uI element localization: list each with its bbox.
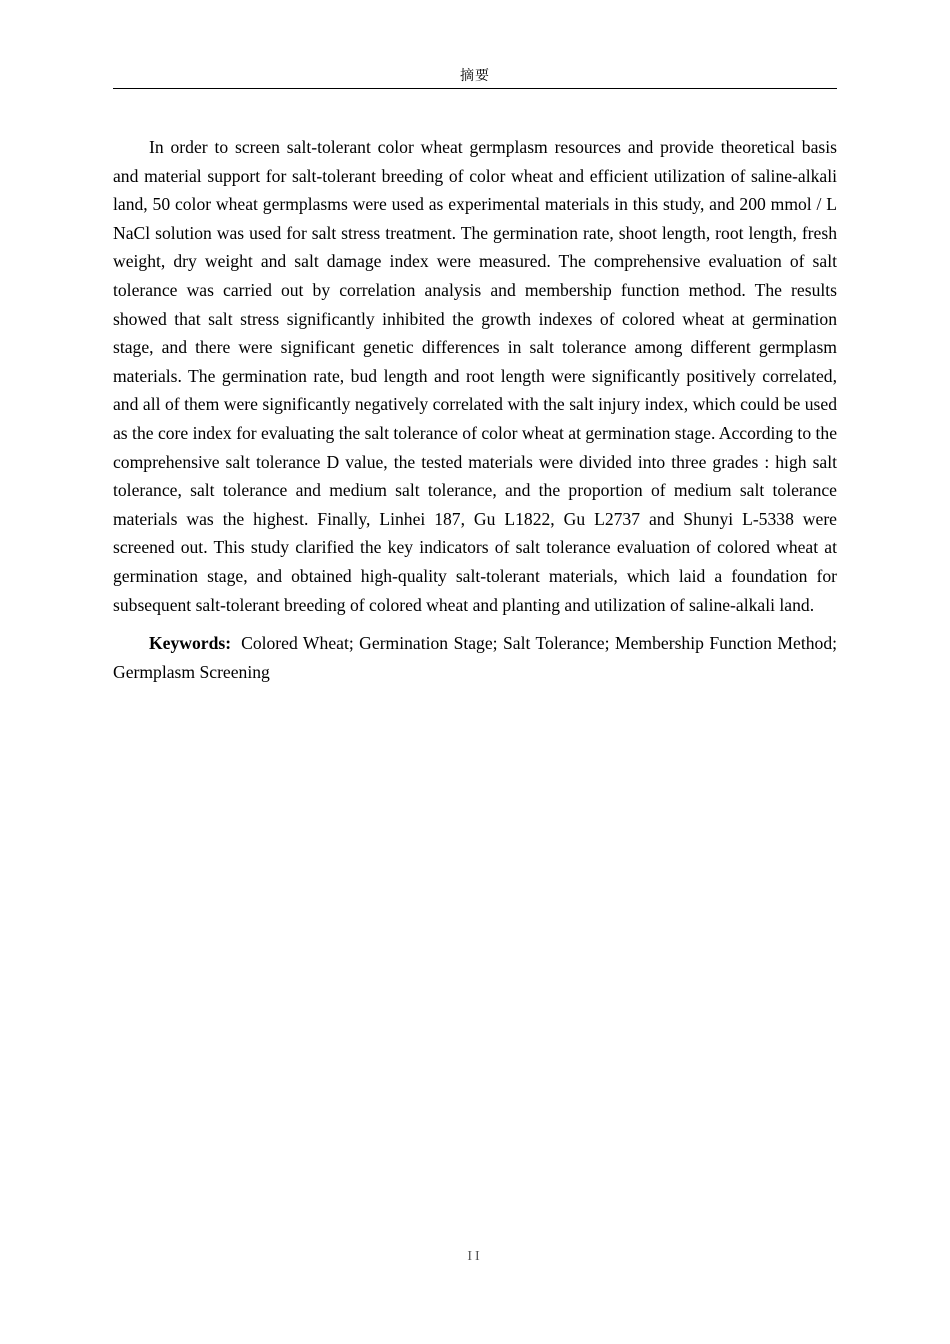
abstract-paragraph: In order to screen salt-tolerant color wheat germplasm resources and provide theoretical basis and material support for salt-tolerant breeding of color wheat and efficient utilization of saline-alkali land, 50 color wheat germplasms were used as experimental materials in this study, and 200 mmol / L NaCl solution was used for salt stress treatment. The germination rate, shoot length, root length, fresh weight, dry weight and salt damage index were measured. The comprehensive evaluation of salt tolerance was carried out by correlation analysis and membership function method. The results showed that salt stress significantly inhibited the growth indexes of colored wheat at germination stage, and there were significant genetic differences in salt tolerance among different germplasm materials. The germination rate, bud length and root length were significantly positively correlated, and all of them were significantly negatively correlated with the salt injury index, which could be used as the core index for evaluating the salt tolerance of color wheat at germination stage. According to the comprehensive salt tolerance D value, the tested materials were divided into three grades : high salt tolerance, salt tolerance and medium salt tolerance, and the proportion of medium salt tolerance materials was the highest. Finally, Linhei 187, Gu L1822, Gu L2737 and Shunyi L-5338 were screened out. This study clarified the key indicators of salt tolerance evaluation of colored wheat at germination stage, and obtained high-quality salt-tolerant materials, which laid a foundation for subsequent salt-tolerant breeding of colored wheat and planting and utilization of saline-alkali land. (113, 137, 838, 615)
header-title: 摘要 (460, 68, 490, 84)
keywords-text: Colored Wheat; Germination Stage; Salt Tolerance; Membership Function Method; Germplasm Screening (113, 633, 837, 682)
page-number: II (467, 1249, 483, 1264)
keywords-label: Keywords: (149, 633, 232, 654)
abstract-section (113, 133, 837, 686)
keywords-paragraph (113, 629, 837, 686)
page-header (113, 66, 837, 89)
